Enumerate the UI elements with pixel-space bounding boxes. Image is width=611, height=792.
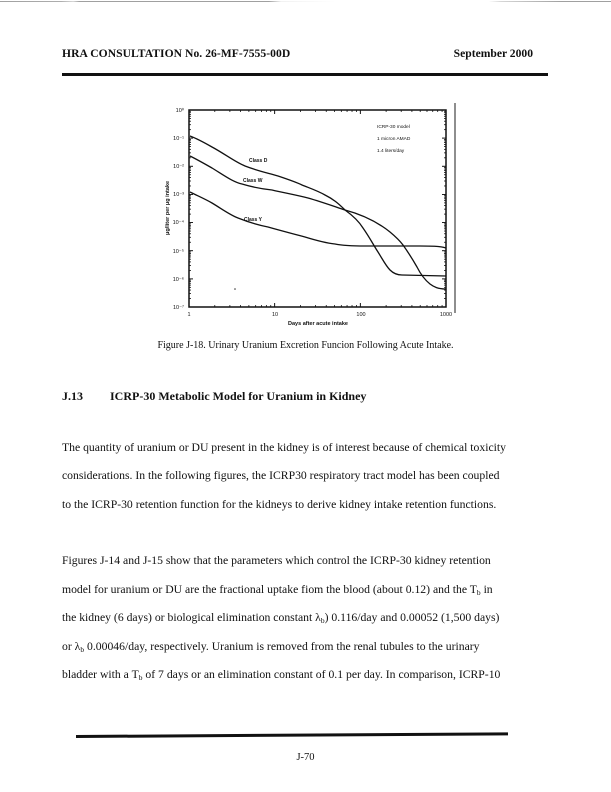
svg-text:100: 100: [356, 312, 366, 318]
x-axis-label: Days after acute intake: [288, 321, 348, 327]
text-run: in: [480, 583, 493, 596]
paragraph-2-line-2: [62, 583, 493, 597]
y-tick-labels: [173, 107, 185, 311]
svg-text:10⁻⁵: 10⁻⁵: [172, 249, 184, 255]
svg-text:10⁻⁶: 10⁻⁶: [172, 277, 184, 283]
footer-rule: [76, 732, 508, 738]
paragraph-2-line-1: Figures J-14 and J-15 show that the parameters which control the ICRP-30 kidney retention: [62, 554, 491, 567]
paragraph-2-line-5: [62, 668, 500, 682]
text-run: bladder with a T: [62, 668, 139, 681]
class-w-label: Class W: [243, 178, 263, 184]
svg-text:10⁻²: 10⁻²: [173, 164, 184, 170]
subscript: b: [80, 645, 85, 654]
urinary-excretion-chart: [0, 0, 611, 340]
model-annotation: [377, 124, 411, 154]
svg-text:10⁻¹: 10⁻¹: [173, 136, 184, 142]
subscript: b: [320, 616, 325, 625]
class-y-label: Class Y: [244, 217, 262, 223]
text-run: or λ: [62, 640, 81, 653]
svg-text:10⁻⁴: 10⁻⁴: [172, 220, 184, 226]
paragraph-1-line-3: to the ICRP-30 retention function for the kidneys to derive kidney intake retention functions.: [62, 498, 497, 511]
series-labels: [243, 158, 268, 223]
class-d-label: Class D: [249, 158, 268, 164]
text-run: the kidney (6 days) or biological elimination constant λ: [62, 611, 321, 624]
text-run: 0.00046/day, respectively. Uranium is removed from the renal tubules to the urinary: [84, 640, 480, 653]
scan-speck: [234, 288, 236, 290]
paragraph-2-line-4: [62, 640, 480, 654]
text-run: ) 0.116/day and 0.00052 (1,500 days): [324, 611, 500, 624]
subscript: b: [476, 588, 481, 597]
svg-text:10⁰: 10⁰: [175, 108, 184, 114]
section-heading: [62, 389, 366, 404]
subscript: b: [138, 673, 143, 682]
paragraph-1-line-2: considerations. In the following figures, the ICRP30 respiratory tract model has been coupled: [62, 469, 500, 482]
svg-text:1000: 1000: [439, 312, 453, 318]
x-tick-labels: [187, 312, 452, 318]
svg-text:10: 10: [271, 312, 279, 318]
page-number: J-70: [296, 752, 315, 763]
paragraph-2-line-3: [62, 611, 499, 625]
svg-text:1 micron AMAD: 1 micron AMAD: [377, 137, 411, 142]
class-d-curve: [190, 136, 446, 276]
document-header-date: September 2000: [453, 47, 533, 60]
section-number: J.13: [62, 389, 83, 403]
text-run: model for uranium or DU are the fractional uptake fiom the blood (about 0.12) and the T: [62, 583, 477, 596]
y-axis-label: μg/liter per μg intake: [165, 180, 171, 236]
svg-text:10⁻³: 10⁻³: [173, 192, 184, 198]
svg-text:ICRP-30 model: ICRP-30 model: [377, 125, 410, 130]
svg-text:10⁻⁷: 10⁻⁷: [172, 305, 184, 311]
class-w-curve: [190, 156, 446, 289]
paragraph-1-line-1: The quantity of uranium or DU present in the kidney is of interest because of chemical toxicity: [62, 441, 506, 454]
text-run: of 7 days or an elimination constant of 0.1 per day. In comparison, ICRP-10: [142, 668, 501, 681]
section-title: ICRP-30 Metabolic Model for Uranium in Kidney: [110, 389, 367, 403]
svg-text:1: 1: [187, 312, 191, 318]
svg-text:1.4 liters/day: 1.4 liters/day: [377, 149, 405, 154]
figure-caption: Figure J-18. Urinary Uranium Excretion Funcion Following Acute Intake.: [157, 340, 454, 351]
document-header-title: HRA CONSULTATION No. 26-MF-7555-00D: [62, 47, 291, 60]
